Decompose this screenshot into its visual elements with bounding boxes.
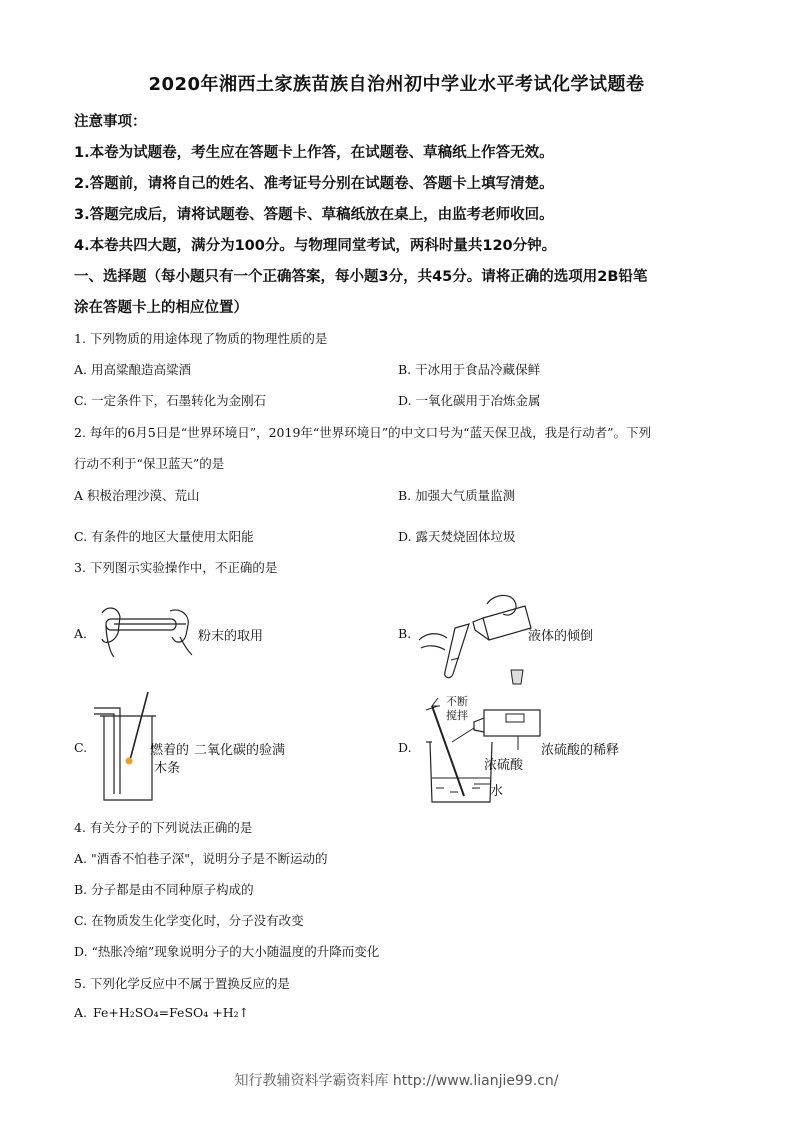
q1-stem: 1. 下列物质的用途体现了物质的物理性质的是 [74, 331, 328, 346]
q1-option-d: D. 一氧化碳用于冶炼金属 [398, 393, 541, 408]
q3-option-a-letter: A. [74, 626, 88, 641]
powder-taking-figure [100, 603, 195, 658]
q4-option-c: C. 在物质发生化学变化时，分子没有改变 [74, 913, 304, 928]
q3-option-b-letter: B. [398, 626, 412, 641]
notice-item-3: 3.答题完成后，请将试题卷、答题卡、草稿纸放在桌上，由监考老师收回。 [74, 207, 554, 223]
notice-item-1: 1.本卷为试题卷，考生应在答题卡上作答，在试题卷、草稿纸上作答无效。 [74, 145, 554, 161]
notice-heading: 注意事项： [74, 114, 147, 130]
q3-option-d-caption: 浓硫酸的稀释 [541, 743, 620, 758]
q4-option-d: D. “热胀冷缩”现象说明分子的大小随温度的升降而变化 [74, 944, 380, 959]
q1-option-a: A. 用高粱酿造高粱酒 [74, 362, 191, 377]
liquid-pouring-figure [415, 588, 535, 688]
section-heading-line1: 一、选择题（每小题只有一个正确答案，每小题3分，共45分。请将正确的选项用2B铅笔 [74, 269, 648, 285]
page-title: 2020年湘西土家族苗族自治州初中学业水平考试化学试题卷 [148, 74, 645, 95]
q5-stem: 5. 下列化学反应中不属于置换反应的是 [74, 976, 290, 991]
acid-dilution-figure [418, 692, 546, 804]
footer-watermark: 知行教辅资料学霸资料库 http://www.lianjie99.cn/ [234, 1073, 559, 1089]
q2-stem-line1: 2. 每年的6月5日是“世界环境日”，2019年“世界环境日”的中文口号为“蓝天保卫战，我是行动者”。下列 [74, 425, 651, 440]
q3-option-d-label-stir-1: 不断 [446, 695, 468, 708]
notice-item-4: 4.本卷共四大题，满分为100分。与物理同堂考试，两科时量共120分钟。 [74, 238, 557, 254]
q3-option-c-letter: C. [74, 740, 88, 755]
q3-option-c-caption: 二氧化碳的验满 [194, 743, 286, 758]
notice-item-2: 2.答题前，请将自己的姓名、准考证号分别在试题卷、答题卡上填写清楚。 [74, 176, 554, 192]
q3-option-c-label-1: 燃着的 [150, 743, 190, 758]
q2-option-b: B. 加强大气质量监测 [398, 488, 516, 503]
q2-option-a: A 积极治理沙漠、荒山 [74, 488, 200, 503]
q3-option-b-caption: 液体的倾倒 [528, 629, 594, 644]
q3-option-d-letter: D. [398, 740, 412, 755]
q3-stem: 3. 下列图示实验操作中，不正确的是 [74, 560, 278, 575]
q4-option-a: A. "酒香不怕巷子深"，说明分子是不断运动的 [74, 851, 328, 866]
q1-option-c: C. 一定条件下，石墨转化为金刚石 [74, 393, 267, 408]
q3-option-a-caption: 粉末的取用 [198, 629, 264, 644]
q4-stem: 4. 有关分子的下列说法正确的是 [74, 820, 253, 835]
q5-option-a-prefix: A. [74, 1005, 88, 1020]
q2-option-d: D. 露天焚烧固体垃圾 [398, 529, 516, 544]
q3-option-c-label-2: 木条 [154, 761, 181, 776]
section-heading-line2: 涂在答题卡上的相应位置） [74, 300, 248, 316]
q5-option-a-equation: Fe+H₂SO₄=FeSO₄ +H₂↑ [93, 1005, 250, 1020]
q1-option-b: B. 干冰用于食品冷藏保鲜 [398, 362, 541, 377]
q2-option-c: C. 有条件的地区大量使用太阳能 [74, 529, 254, 544]
q3-option-d-label-acid: 浓硫酸 [484, 758, 524, 773]
q3-option-d-label-water: 水 [490, 784, 504, 799]
q4-option-b: B. 分子都是由不同种原子构成的 [74, 882, 254, 897]
q2-stem-line2: 行动不利于“保卫蓝天”的是 [74, 456, 225, 471]
q3-option-d-label-stir-2: 搅拌 [446, 709, 468, 722]
